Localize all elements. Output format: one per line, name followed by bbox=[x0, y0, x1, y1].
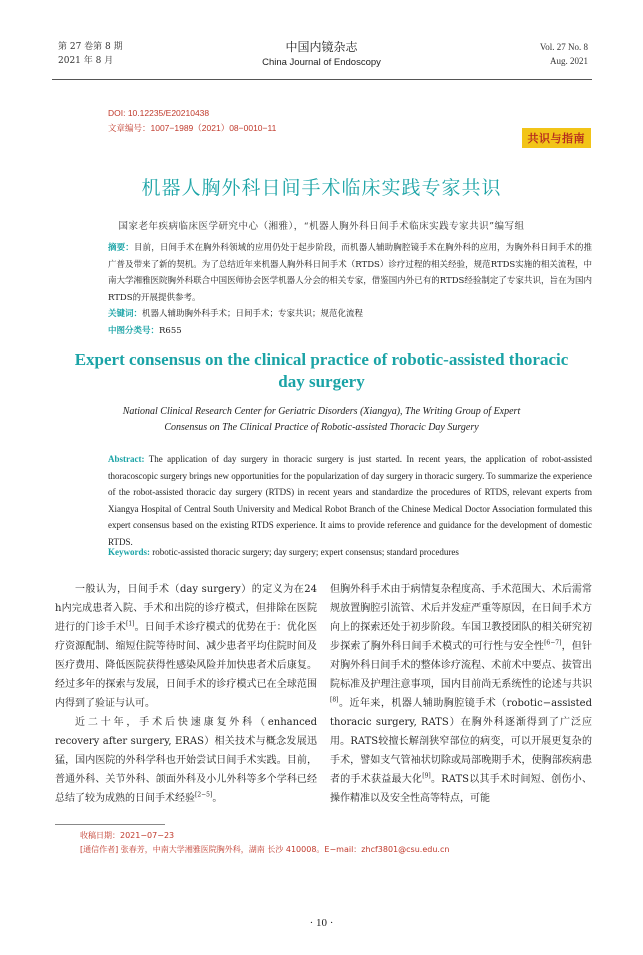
corresponding-author: [通信作者] 张春芳，中南大学湘雅医院胸外科，湖南 长沙 410008。E−mail：zhcf3801@csu.edu.cn bbox=[80, 845, 450, 854]
body-paragraph bbox=[330, 580, 592, 808]
authors-en-line1: National Clinical Research Center for Geriatric Disorders (Xiangya), The Writing Group of Expert bbox=[122, 406, 521, 417]
journal-name-en: China Journal of Endoscopy bbox=[262, 57, 381, 68]
body-column-left bbox=[55, 580, 317, 808]
abstract-en-text: The application of day surgery in thoracic surgery is just started. In recent years, the application of robot-assisted thoracoscopic surgery brings new opportunities for the popularization of day surgery in thoracic surgery. To summarize the experience of the robot-assisted thoracic day surgery (RTDS) in recent years and standardize the procedures of RTDS, relevant experts from Xiangya Hospital of Central South University and Medical Robot Branch of the Chinese Medical Doctor Association formulated this expert consensus based on the existing RTDS experience. It aims to provide reference and guidance for the development of domestic RTDS. bbox=[108, 454, 592, 547]
body-text: 。 bbox=[212, 793, 223, 804]
citation[interactable]: [8] bbox=[330, 696, 339, 704]
abstract-zh bbox=[108, 240, 592, 306]
body-text: 近二十年，手术后快速康复外科（enhanced recovery after surgery, ERAS）相关技术与概念发展迅猛，国内医院的外科学科也开始尝试日间手术实践。目前，普通外科、关节外科、颌面外科及小儿外科等多个学科已经总结了较为成熟的日间手术经验 bbox=[55, 717, 317, 804]
citation[interactable]: [6−7] bbox=[544, 639, 562, 647]
body-text: 一般认为，日间手术（day surgery）的定义为在24 h内完成患者入院、手术和出院的诊疗模式，但排除在医院进行的门诊手术 bbox=[55, 584, 317, 633]
abstract-en-label: Abstract: bbox=[108, 454, 145, 464]
body-column-right bbox=[330, 580, 592, 808]
page-number: · 10 · bbox=[309, 917, 334, 929]
section-badge: 共识与指南 bbox=[522, 128, 592, 148]
title-en bbox=[70, 349, 573, 393]
authors-en bbox=[80, 404, 563, 436]
article-number: 文章编号：1007−1989（2021）08−0010−11 bbox=[108, 123, 277, 133]
clc-text: R655 bbox=[159, 326, 182, 336]
title-en-line1: Expert consensus on the clinical practice of robotic-assisted thoracic bbox=[74, 350, 569, 369]
header-date-en: Aug. 2021 bbox=[550, 56, 588, 66]
abstract-zh-label: 摘要： bbox=[108, 243, 134, 253]
authors-en-line2: Consensus on The Clinical Practice of Robotic-assisted Thoracic Day Surgery bbox=[164, 422, 479, 433]
journal-name-zh: 中国内镜杂志 bbox=[285, 40, 358, 54]
body-text: 。日间手术诊疗模式的优势在于：优化医疗资源配制、缩短住院等待时间、减少患者平均住院时间及医疗费用、降低医院获得性感染风险并加快患者术后康复。经过多年的探索与发展，日间手术的诊疗模式已在全球范围内得到了验证与认可。 bbox=[55, 622, 318, 709]
body-paragraph bbox=[55, 580, 317, 713]
citation[interactable]: [2−5] bbox=[195, 791, 213, 799]
authors-zh: 国家老年疾病临床医学研究中心（湘雅），“机器人胸外科日间手术临床实践专家共识”编写组 bbox=[118, 221, 525, 232]
keywords-zh-text: 机器人辅助胸外科手术；日间手术；专家共识；规范化流程 bbox=[142, 309, 364, 319]
footnote-rule bbox=[55, 824, 165, 825]
keywords-zh bbox=[108, 307, 363, 319]
header-rule bbox=[52, 79, 592, 80]
body-text: ，但针对胸外科日间手术的整体诊疗流程、术前术中要点、拔管出院标准及护理注意事项，国内目前尚无系统性的论述与共识 bbox=[330, 641, 593, 690]
footnote bbox=[80, 829, 449, 857]
header-issue-info-en bbox=[540, 40, 588, 68]
title-zh: 机器人胸外科日间手术临床实践专家共识 bbox=[141, 177, 502, 199]
header-date: 2021 年 8 月 bbox=[58, 56, 114, 66]
article-identifiers bbox=[108, 106, 276, 136]
doi[interactable]: DOI: 10.12235/E20210438 bbox=[108, 108, 210, 118]
abstract-en bbox=[108, 451, 592, 550]
body-text: 。近年来，机器人辅助胸腔镜手术（robotic−assisted thoracic surgery, RATS）在胸外科逐渐得到了广泛应用。RATS较擅长解剖狭窄部位的病变，可以开展更复杂的手术，譬如支气管袖状切除或局部晚期手术，使胸部疾病患者的手术获益最大化 bbox=[330, 698, 592, 785]
citation[interactable]: [9] bbox=[422, 772, 431, 780]
keywords-en bbox=[108, 547, 459, 557]
citation[interactable]: [1] bbox=[125, 620, 135, 628]
body-text: 但胸外科手术由于病情复杂程度高、手术范围大、术后需常规放置胸腔引流管、术后并发症严重等原因，在日间手术方向上的探索还处于初步阶段。车国卫教授团队的相关研究初步探索了胸外科日间手术模式的可行性与安全性 bbox=[330, 584, 592, 652]
title-en-line2: day surgery bbox=[278, 372, 365, 391]
body-paragraph bbox=[55, 713, 317, 808]
keywords-en-text: robotic-assisted thoracic surgery; day surgery; expert consensus; standard procedures bbox=[152, 547, 459, 557]
clc-label: 中图分类号： bbox=[108, 326, 160, 336]
keywords-en-label: Keywords: bbox=[108, 547, 150, 557]
received-date: 收稿日期：2021−07−23 bbox=[80, 831, 175, 840]
header-volume-issue: 第 27 卷第 8 期 bbox=[58, 42, 123, 52]
body-text: 。RATS以其手术时间短、创伤小、操作精准以及安全性高等特点，可能 bbox=[330, 774, 592, 804]
clc-number bbox=[108, 324, 182, 336]
abstract-zh-text: 目前，日间手术在胸外科领域的应用仍处于起步阶段，而机器人辅助胸腔镜手术在胸外科的应用，为胸外科日间手术的推广普及带来了新的契机。为了总结近年来机器人胸外科日间手术（RTDS）诊疗过程的相关经验，规范RTDS实施的相关流程，中南大学湘雅医院胸外科联合中国医师协会医学机器人分会的相关专家，借鉴国内外已有的RTDS经验制定了专家共识，旨在为国内RTDS的开展提供参考。 bbox=[108, 243, 592, 303]
keywords-zh-label: 关键词： bbox=[108, 309, 143, 319]
header-volume-en: Vol. 27 No. 8 bbox=[539, 42, 588, 52]
